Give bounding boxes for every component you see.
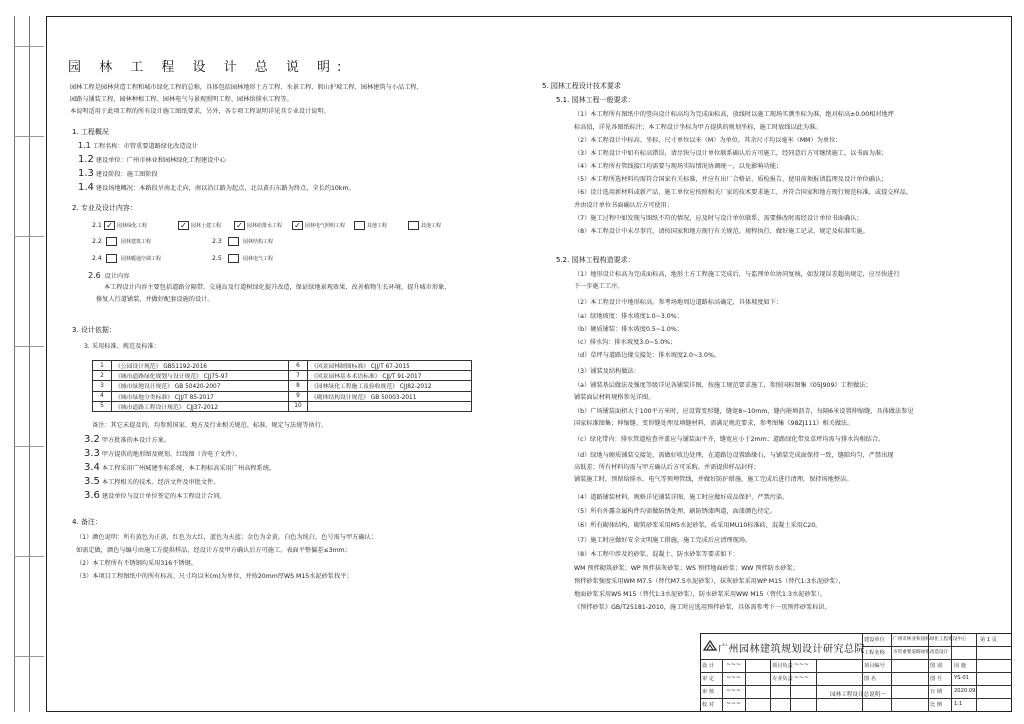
section-5-1-line: （1）本工程所有图纸中的竖向设计标高均为完成面标高，放线时以施工现场实测坐标为准，绝对标高±0.00相对地坪 [574, 111, 894, 118]
check-label: 园林土建工程 [191, 223, 222, 229]
section-5-2-line: （d）草坪与道路边缘交接处：排水坡度2.0~3.0%。 [574, 352, 721, 359]
section-5-1-line: （7）施工过程中如发现与图纸不符的情况，应及时与设计单位联系，需要修改时需经设计单位书面确认； [574, 215, 863, 222]
section-5-2-line: （5）所有外露金属构件均需做防锈处理，刷防锈漆两道，面漆颜色待定。 [574, 508, 776, 515]
section-3-item: 3.3 甲方提供的地形图及规划、红线图（含电子文件）。 [84, 448, 242, 459]
binding-line [14, 16, 15, 712]
section-5-1-line: （2）本工程设计中标高、坐标、尺寸单位以米（M）为单位，其余尺寸均以毫米（MM）为单位； [574, 137, 842, 144]
binding-tick [14, 446, 44, 447]
institute-logo-icon [703, 639, 717, 651]
section-5-2-line: 预拌砂浆强度采用WM M7.5（替代M7.5水泥砂浆），抹灰砂浆采用WP M15（替代1:3水泥砂浆）， [574, 578, 845, 585]
tb-divider [862, 646, 1012, 647]
check-num: 2.1 [92, 222, 102, 229]
section-1-item: 1.3 建设阶段：施工图阶段 [78, 168, 158, 179]
tb-value: 1:1 [954, 701, 963, 707]
section-4-title: 4. 备注： [72, 518, 102, 526]
tb-label: 校 对 [702, 702, 715, 708]
section-5-1-title: 5.1. 园林工程一般要求： [556, 96, 635, 104]
tb-value: 市管重要道路绿化改造设计 [893, 650, 949, 655]
tb-divider [722, 659, 723, 712]
section-5-2-line: 《预拌砂浆》GB/T25181-2010，施工时应选用预拌砂浆，具体需参考下一页预拌砂浆标识。 [574, 604, 831, 611]
check-num: 2.5 [212, 255, 222, 262]
section-1-title: 1. 工程概况 [72, 128, 109, 136]
binding-tick [14, 46, 44, 47]
tb-label: 审 定 [702, 676, 715, 682]
check-num: 2.4 [92, 255, 102, 262]
check-label: 园林绿化工程 [117, 223, 148, 229]
section-5-2-line: 高低差；所有材料均需与甲方确认后方可采购，并需提供样品封样； [574, 464, 760, 471]
checkbox-empty-icon [228, 254, 239, 263]
check-num: 2.2 [92, 238, 102, 245]
section-5-2-line: （b）硬质铺装：排水坡度0.5~1.0%； [574, 326, 683, 333]
section-2-6-line: 修复人行道铺装，并做好配套设施的设计。 [96, 296, 214, 303]
section-5-2-line: 铺装施工时，预留给排水、电气等预埋管线，并做好防护措施，施工完成后进行清理，保持场地整洁。 [574, 476, 853, 483]
checkbox-checked-icon: ✓ [178, 221, 189, 230]
check-label: 园林电气照明工程 [305, 223, 346, 229]
signature: ~~~ [726, 661, 742, 668]
section-5-2-line: 下一步施工工序。 [574, 283, 624, 290]
section-2-6-line: 本工程设计内容主要包括道路分隔带、交通岛及行道树绿化提升改造，保证绿地景观效果，改善植物生长环境，提升城市形象， [104, 284, 451, 291]
section-5-2-line: 铺装面层材料规格参见详图。 [574, 394, 655, 401]
binding-tick [14, 136, 44, 137]
check-label: 园林结构工程 [243, 239, 274, 245]
section-5-1-line: （5）本工程所选材料均需符合国家有关标准，并应有出厂合格证、质检报告，使用前须报请监理及设计单位确认； [574, 176, 888, 183]
table-row: 3 《城市绿地设计规范》 GB 50420-2007 8 《园林绿化工程施工及验收规范》 CJJ82-2012 [93, 381, 472, 391]
section-2-title: 2. 专业及设计内容： [72, 204, 137, 212]
tb-label: 图 名 [864, 676, 877, 682]
tb-label: 专业负责 [772, 676, 793, 682]
checkbox-empty-icon [106, 237, 117, 246]
section-5-2-line: （2）本工程设计中地形标高，参考场地周边道路标高确定，具体坡度如下： [574, 299, 783, 306]
section-5-2-line: （c）排水沟：排水坡度3.0~5.0%； [574, 339, 677, 346]
tb-label: 图 别 [930, 663, 943, 669]
section-4-line: （3）本项目工程图纸中的所有标高、尺寸均以米(m)为单位，并按20mm厚WS M15水泥砂浆找平； [76, 573, 353, 580]
tb-divider [745, 659, 746, 712]
tb-divider [770, 659, 771, 712]
signature: ~~~ [794, 674, 810, 681]
section-2-6: 2.6 设计内容 [88, 271, 130, 280]
intro-line: 本说明适用于此项工程的所有设计施工图纸要求，另外，各专项工程说明详见具专业设计说明。 [70, 108, 330, 115]
standards-table [92, 360, 472, 412]
binding-tick [14, 656, 44, 657]
table-row: 4 《城市绿地分类标准》 CJJ/T 85-2017 9 《砌体结构设计规范》 GB 50003-2011 [93, 391, 472, 401]
tb-label: 审 核 [702, 689, 715, 695]
tb-divider [700, 659, 1012, 660]
tb-value: YS-01 [954, 675, 969, 681]
tb-label: 设 计 [702, 663, 715, 669]
section-5-2-line: （1）地形设计标高为完成面标高，地形土方工程施工完成后，与监理单位协同复核，如发现误差超出规定，应尽快进行 [574, 271, 900, 278]
section-4-line: 如需定做，颜色与编号由施工方提供样品，经设计方及甲方确认后方可施工，表面平整偏差≤3mm； [76, 547, 351, 554]
drawing-name: 园林工程设计总说明一 [830, 692, 886, 698]
checkbox-checked-icon: ✓ [104, 221, 115, 230]
intro-line: 园路与铺装工程、园林种植工程、园林电气与景观照明工程、园林给排水工程等。 [70, 96, 293, 103]
tb-divider [700, 698, 1012, 699]
section-5-2-line: WM 预拌砌筑砂浆；WP 预拌抹灰砂浆；WS 预拌地面砂浆；WW 预拌防水砂浆； [574, 565, 799, 572]
section-1-item: 1.4 建设场地概况：本路段呈南北走向，南以沿江路为起点，北以黄石东路为终点，全长约10km。 [78, 182, 355, 193]
tb-label: 图 号 [930, 676, 943, 682]
binding-strip [0, 16, 46, 712]
checkbox-empty-icon [228, 237, 239, 246]
tb-label: 建设单位 [864, 637, 885, 643]
intro-line: 园林工程是园林营造工程和城市绿化工程的总称，具体包括园林地形土方工程、水景工程、假山护坡工程、园林建筑与小品工程、 [70, 84, 423, 91]
section-5-1-line: 并由设计单位书面确认后方可使用； [574, 202, 673, 209]
signature: ~~~ [726, 687, 742, 694]
binding-tick [14, 346, 44, 347]
checkbox-checked-icon: ✓ [292, 221, 303, 230]
binding-line [29, 16, 30, 712]
checkbox-empty-icon [354, 221, 365, 230]
section-5-2-line: （d）绿地与硬质铺装交接处，需做好收边处理，在道路边设置路缘石，与铺装完成面保持一致，缝隙均匀，严禁出现 [574, 452, 894, 459]
section-5-1-line: （4）本工程所有管线接口均需要与现场实际情况协调统一，以免影响功能； [574, 163, 783, 170]
section-5-2-line: （c）绿化带内：排水管道检查井盖应与铺装面平齐，缝宽应小于2mm；道路绿化带及草坪均需与排水沟相结合。 [574, 436, 885, 443]
section-5-2-line: 地面砂浆采用WS M15（替代1:3水泥砂浆），防水砂浆采用WW M15（替代1:3水泥砂浆）。 [574, 591, 826, 598]
check-label: 园林建筑工程 [121, 239, 152, 245]
page-title: 园 林 工 程 设 计 总 说 明: [68, 60, 349, 75]
section-3-title: 3. 设计依据： [72, 326, 116, 334]
section-1-item: 1.1 工程名称：市管重要道路绿化改造设计 [78, 141, 198, 150]
check-label: 园林暖通空调工程 [121, 256, 162, 262]
table-row: 2 《城市道路绿化规划与设计规范》 CJJ75-97 7 《风景园林基本术语标准》 CJJ/T 91-2017 [93, 371, 472, 381]
section-5-2-line: （3）铺装及结构做法： [574, 368, 640, 375]
section-4-line: （1）颜色说明：所有黄色为正黄，红色为大红，蓝色为天蓝；金色为金黄，白色为纯白，色号需与甲方确认； [76, 534, 377, 541]
section-5-2-line: （a）铺装基层做法及强度等级详见各铺装详图，按施工规范要求施工，参照国标图集《05J909》工程做法； [574, 382, 872, 389]
section-4-line: （2）本工程所有不锈钢均采用316不锈钢。 [76, 560, 197, 567]
signature: ~~~ [726, 700, 742, 707]
tb-value: 第 1 页 [980, 637, 997, 643]
binding-tick [14, 236, 44, 237]
section-5-2-line: （7）施工时应做好安全文明施工措施，施工完成后应清理现场。 [574, 537, 752, 544]
tb-divider [816, 659, 817, 712]
section-3-item: 3.2 甲方批准的本设计方案。 [84, 434, 170, 445]
check-label: 其他工程 [367, 223, 388, 229]
section-1-item: 1.2 建设单位：广州市林业和园林绿化工程建设中心 [78, 154, 226, 165]
tb-label: 工程名称 [864, 650, 885, 656]
section-5-2-line: （a）绿地坡度：排水坡度1.0~3.0%； [574, 313, 683, 320]
section-3-item: 3.5 本工程相关的技术、经济文件及审批文件。 [84, 476, 220, 487]
signature: ~~~ [794, 661, 810, 668]
section-5-2-line: （8）本工程中涉及的砂浆、混凝土、防水砂浆等要求如下： [574, 551, 739, 558]
tb-value: 园 施 [954, 663, 967, 669]
section-5-1-line: （8）本工程设计中未尽事宜，请按国家和地方现行有关规范、规程执行，做好施工记录，规定及标准实施。 [574, 228, 869, 235]
institute-name: 广州园林建筑规划设计研究总院 [718, 644, 865, 655]
check-label: 园林给排水工程 [247, 223, 283, 229]
section-5-1-line: （3）本工程设计中如有标高错误，请尽快与设计单位联系确认后方可施工，经同意后方可继续施工，以书面为准； [574, 150, 888, 157]
tb-divider [700, 685, 1012, 686]
check-label: 园林电气工程 [243, 256, 274, 262]
section-5-2-line: 国家标准图集；伸缩缝、变形缝处理及填缝材料，需满足规范要求，参考图集《98ZJ111》相关做法。 [574, 420, 854, 427]
check-num: 2.3 [212, 238, 222, 245]
tb-label: 日 期 [930, 689, 943, 695]
section-5-2-line: （b）广场铺装面积大于100平方米时，应设置变形缝，缝宽8~10mm，缝内嵌填沥青，每隔6米设置伸缩缝，具体做法参见 [574, 408, 914, 415]
tb-label: 比 例 [930, 702, 943, 708]
section-3-item: 3.4 本工程采用广州城建坐标系统，本工程标高采用广州高程系统。 [84, 462, 276, 473]
section-5-2-title: 5.2. 园林工程构造要求： [556, 256, 635, 264]
section-3-sub: 3. 采用标准、规范及标准： [84, 343, 160, 350]
section-5-title: 5. 园林工程设计技术要求 [542, 82, 621, 90]
signature: ~~~ [726, 674, 742, 681]
section-5-1-line: （6）设计选用新材料或新产品，施工单位应按照相关厂家的技术要求施工，并符合国家和地方现行规范标准，或提交样品， [574, 189, 913, 196]
tb-value: 广州市林业和园林绿化工程建设中心 [893, 637, 967, 642]
checkbox-empty-icon [408, 221, 419, 230]
tb-label: 项目负责 [772, 663, 793, 669]
checkbox-empty-icon [106, 254, 117, 263]
section-5-1-line: 标高值，详见各图纸标注；本工程设计坐标为甲方提供的规划坐标，施工时放线以此为准。 [574, 124, 822, 131]
tb-divider [700, 672, 1012, 673]
table-row: 1 《公园设计规范》 GB51192-2016 6 《风景园林制图标准》 CJJ/T 67-2015 [93, 361, 472, 371]
tb-value: 2020.09 [954, 688, 976, 694]
check-label: 其他工程 [421, 223, 442, 229]
table-row: 5 《城市道路工程设计规范》 CJJ37-2012 10 [93, 401, 472, 411]
section-5-2-line: （6）所有砌体结构，砌筑砂浆采用M5水泥砂浆，砖采用MU10标准砖，混凝土采用C20。 [574, 522, 822, 529]
checkbox-checked-icon: ✓ [234, 221, 245, 230]
standards-note: 备注：其它未提及的，均参照国家、地方及行业相关规范、标准、规定与法规等执行。 [92, 422, 328, 429]
section-3-item: 3.6 建设单位与设计单位签定的本工程设计合同。 [84, 490, 226, 501]
tb-label: 项目编号 [864, 663, 885, 669]
binding-tick [14, 556, 44, 557]
section-5-2-line: （4）道路铺装材料、规格详见铺装详图，施工时应做好成品保护，严禁污染。 [574, 494, 789, 501]
